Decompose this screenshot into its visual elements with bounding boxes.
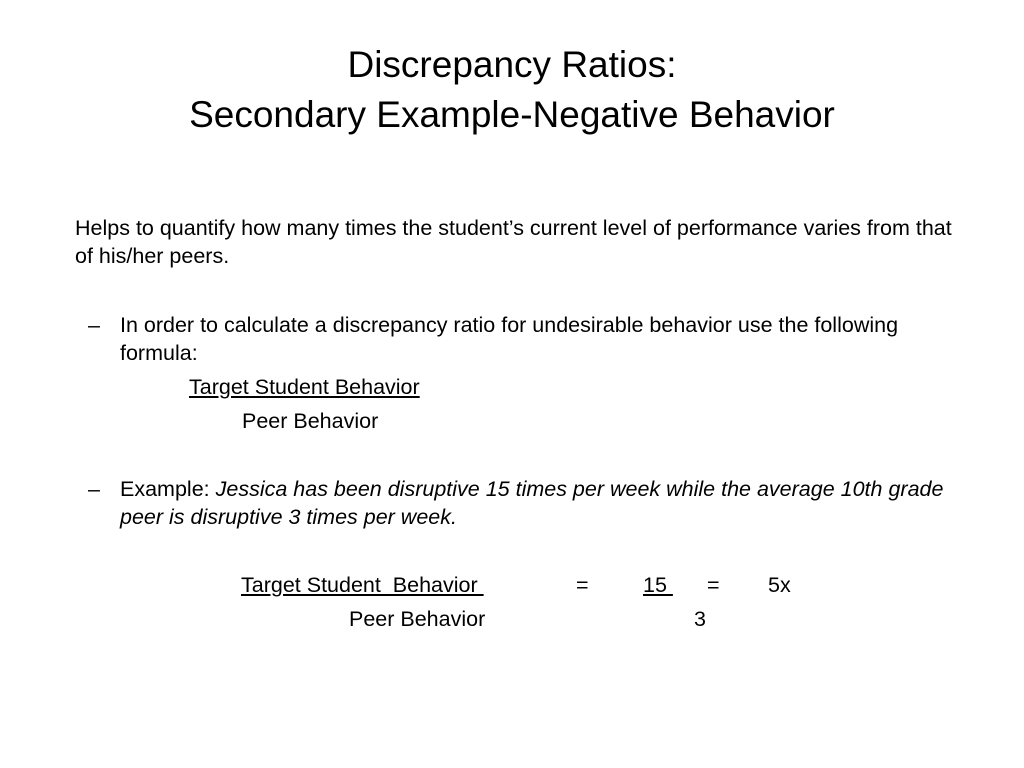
bullet-formula	[88, 311, 988, 371]
calc-result: 5x	[768, 573, 791, 597]
calc-equals-2: =	[707, 573, 720, 597]
formula-denominator: Peer Behavior	[242, 409, 379, 433]
title-line-1: Discrepancy Ratios:	[347, 44, 677, 85]
calc-denominator-label: Peer Behavior	[349, 607, 486, 631]
calc-equals-1: =	[576, 573, 589, 597]
calc-numerator-label: Target Student Behavior	[241, 573, 484, 597]
calc-numerator-value: 15	[643, 573, 673, 597]
bullet-dash: –	[88, 477, 100, 501]
formula-numerator: Target Student Behavior	[189, 375, 420, 399]
bullet-formula-text: In order to calculate a discrepancy ratio for undesirable behavior use the following formula:	[120, 313, 899, 365]
bullet-example-body	[120, 475, 980, 531]
example-label: Example:	[120, 477, 216, 501]
bullet-example	[88, 475, 988, 535]
bullet-dash: –	[88, 313, 100, 337]
title-line-2: Secondary Example-Negative Behavior	[189, 94, 835, 135]
calc-denominator-value: 3	[694, 607, 706, 631]
intro-paragraph: Helps to quantify how many times the student’s current level of performance varies from that of his/her peers.	[75, 216, 952, 268]
slide-title	[0, 40, 1024, 140]
example-text: Jessica has been disruptive 15 times per week while the average 10th grade peer is disruptive 3 times per week.	[120, 477, 944, 529]
